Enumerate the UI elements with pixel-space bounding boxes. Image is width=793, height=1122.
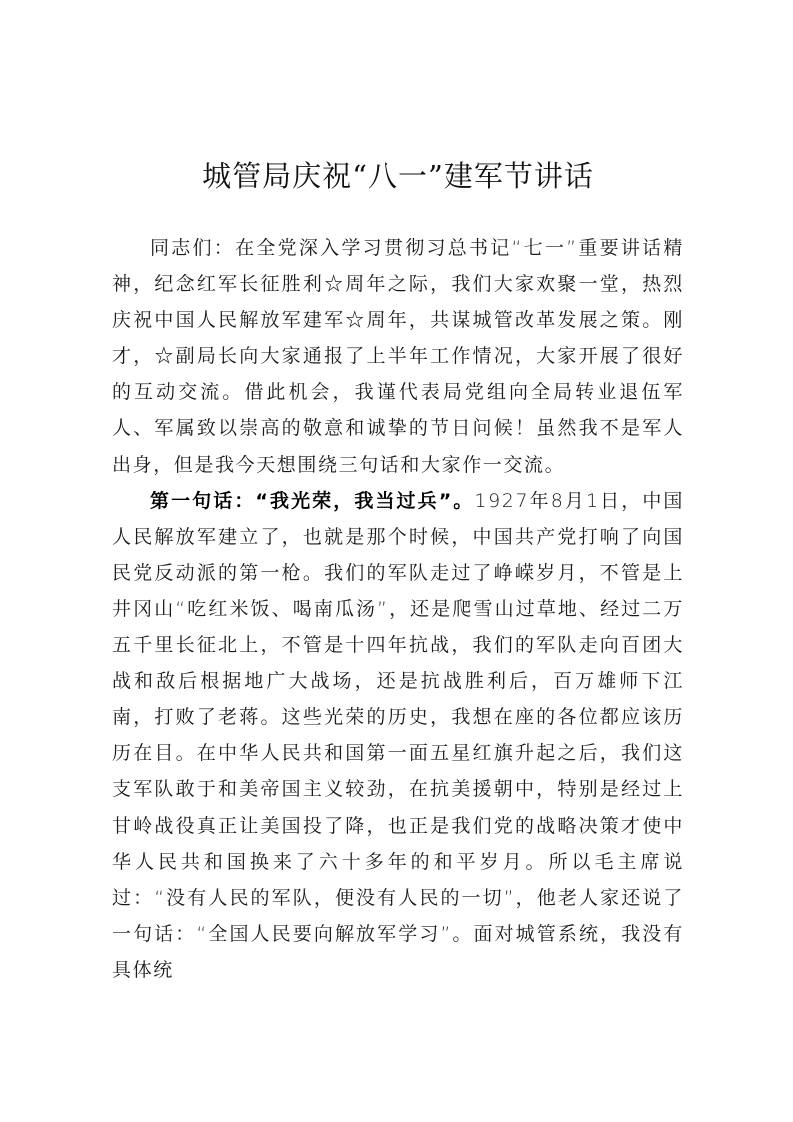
paragraph-first-sentence [112, 483, 684, 988]
paragraph-intro [112, 230, 684, 483]
document-title: 城管局庆祝“八一”建军节讲话 [202, 159, 594, 193]
paragraph-text: 同志们：在全党深入学习贯彻习总书记“七一”重要讲话精神，纪念红军长征胜利☆周年之际，我们大家欢聚一堂，热烈庆祝中国人民解放军建军☆周年，共谋城管改革发展之策。刚才，☆副局长向大家通报了上半年工作情况，大家开展了很好的互动交流。借此机会，我谨代表局党组向全局转业退伍军人、军属致以崇高的敬意和诚挚的节日问候！虽然我不是军人出身，但是我今天想围绕三句话和大家作一交流。 [112, 237, 684, 476]
document-body [112, 230, 684, 988]
paragraph-text: 1927年8月1日，中国人民解放军建立了，也就是那个时候，中国共产党打响了向国民党反动派的第一枪。我们的军队走过了峥嵘岁月，不管是上井冈山“吃红米饭、喝南瓜汤”，还是爬雪山过草地、经过二万五千里长征北上，不管是十四年抗战，我们的军队走向百团大战和敌后根据地广大战场，还是抗战胜利后，百万雄师下江南，打败了老蒋。这些光荣的历史，我想在座的各位都应该历历在目。在中华人民共和国第一面五星红旗升起之后，我们这支军队敢于和美帝国主义较劲，在抗美援朝中，特别是经过上甘岭战役真正让美国投了降，也正是我们党的战略决策才使中华人民共和国换来了六十多年的和平岁月。所以毛主席说过：“没有人民的军队，便没有人民的一切”，他老人家还说了一句话：“全国人民要向解放军学习”。面对城管系统，我没有具体统 [112, 489, 685, 981]
paragraph-lead: 第一句话：“我光荣，我当过兵”。 [150, 489, 475, 512]
